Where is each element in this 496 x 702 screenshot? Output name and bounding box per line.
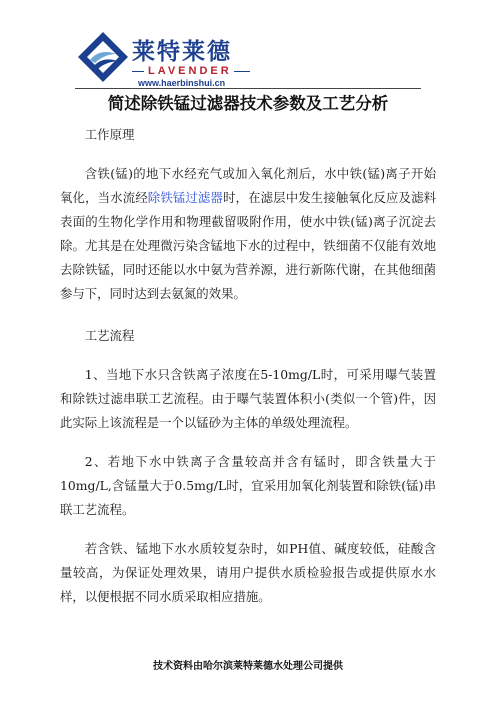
section-heading-principle: 工作原理	[84, 127, 135, 142]
logo-rule-right	[234, 71, 250, 72]
page-footer: 技术资料由哈尔滨莱特莱德水处理公司提供	[153, 661, 343, 672]
logo-rule-left	[132, 71, 144, 72]
filter-link[interactable]: 除铁锰过滤器	[147, 190, 224, 205]
logo-english-name: LAVENDER	[148, 65, 232, 77]
paragraph-note: 若含铁、锰地下水水质较复杂时，如PH值、碱度较低，硅酸含量较高，为保证处理效果，请用户提供水质检验报告或提供原水水样，以便根据不同水质采取相应措施。	[60, 541, 436, 604]
paragraph-process-1: 1、当地下水只含铁离子浓度在5-10mg/L时，可采用曝气装置和除铁过滤串联工艺流程。由于曝气装置体积小(类似一个管)件，因此实际上该流程是一个以锰砂为主体的单级处理流程。	[60, 367, 436, 430]
title-rule	[75, 88, 421, 89]
article-body	[60, 120, 436, 624]
logo-chinese-name: 莱特莱德	[132, 39, 232, 65]
page-title: 简述除铁锰过滤器技术参数及工艺分析	[107, 94, 389, 113]
section-heading-process: 工艺流程	[84, 328, 135, 343]
paragraph-text: 含铁(锰)的地下水经充气或加入氧化剂后，水中铁(锰)离子开始氧化，当水流经	[60, 166, 436, 205]
paragraph-process-2: 2、若地下水中铁离子含量较高并含有锰时，即含铁量大于10mg/L,含锰量大于0.5mg/L时，宜采用加氧化剂装置和除铁(锰)串联工艺流程。	[60, 454, 436, 517]
logo-url: www.haerbinshui.cn	[138, 78, 226, 88]
paragraph-principle	[60, 162, 436, 321]
logo-emblem-icon	[76, 30, 130, 84]
paragraph-text: 时，在滤层中发生接触氧化反应及滤料表面的生物化学作用和物理截留吸附作用，使水中铁(锰)离子沉淀去除。尤其是在处理微污染含锰地下水的过程中，铁细菌不仅能有效地去除铁锰，同时还能以水中氨为营养源，进行新陈代谢，在其他细菌参与下，同时达到去氨氮的效果。	[60, 190, 437, 301]
company-logo	[76, 30, 256, 88]
